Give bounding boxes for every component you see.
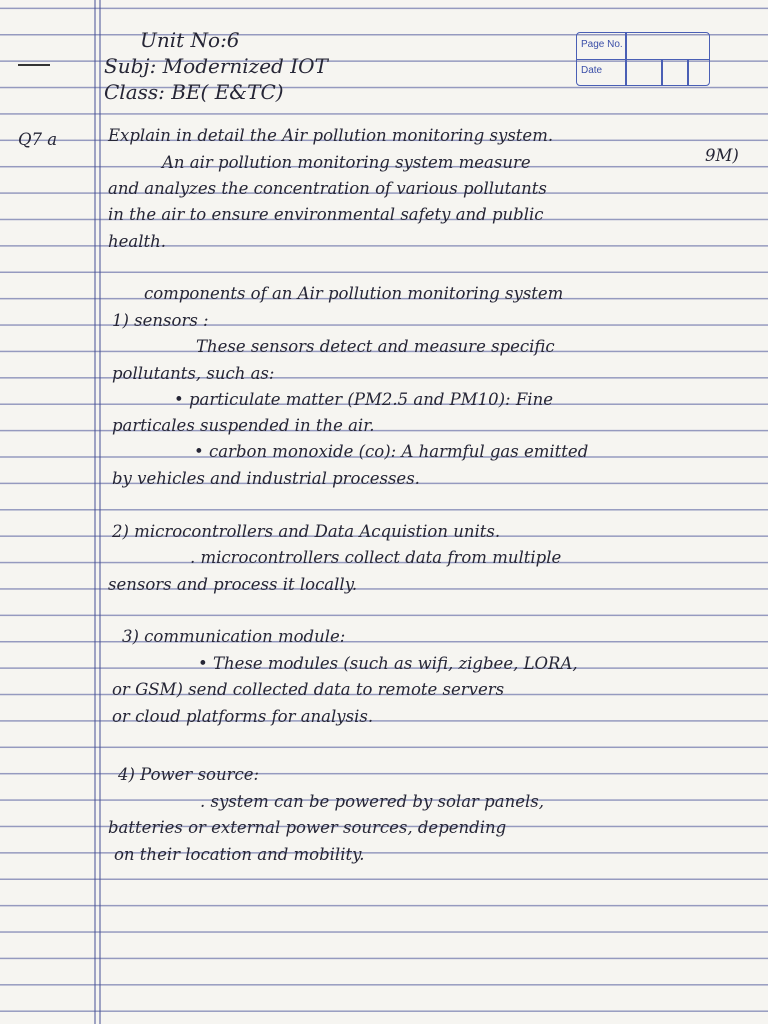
margin-line-inner [99,0,101,1024]
header-dash [18,64,50,66]
answer-line: sensors and process it locally. [108,575,358,594]
page-no-label: Page No. [581,39,623,50]
answer-line: and analyzes the concentration of various pollutants [108,179,547,198]
section-heading: 2) microcontrollers and Data Acquistion units. [112,522,501,541]
answer-line: or GSM) send collected data to remote servers [112,680,505,699]
question-title: Explain in detail the Air pollution monitoring system. [108,126,554,145]
answer-line: . microcontrollers collect data from multiple [190,548,562,567]
subject-line: Subj: Modernized IOT [104,54,328,78]
section-heading: 4) Power source: [118,765,260,784]
answer-line: in the air to ensure environmental safety and public [108,205,544,224]
bullet-line: • These modules (such as wifi, zigbee, LORA, [198,654,578,673]
answer-line: batteries or external power sources, depending [108,818,507,837]
answer-line: health. [108,232,167,251]
section-heading: components of an Air pollution monitoring system [144,284,564,303]
answer-line: These sensors detect and measure specific [196,337,555,356]
answer-line: on their location and mobility. [114,845,365,864]
answer-line: pollutants, such as: [112,364,275,383]
page-date-box [576,32,710,86]
margin-line [94,0,96,1024]
bullet-line: • carbon monoxide (co): A harmful gas emitted [194,442,589,461]
question-marks: 9M) [705,146,739,165]
section-heading: 3) communication module: [122,627,346,646]
section-heading: 1) sensors : [112,311,209,330]
answer-line: particales suspended in the air. [112,416,375,435]
answer-line: or cloud platforms for analysis. [112,707,374,726]
class-line: Class: BE( E&TC) [104,80,284,104]
answer-line: by vehicles and industrial processes. [112,469,420,488]
unit-number: Unit No:6 [140,28,240,52]
answer-line: An air pollution monitoring system measure [162,153,531,172]
answer-line: . system can be powered by solar panels, [200,792,544,811]
question-number: Q7 a [18,130,58,149]
date-label: Date [581,65,603,76]
bullet-line: • particulate matter (PM2.5 and PM10): Fine [174,390,553,409]
